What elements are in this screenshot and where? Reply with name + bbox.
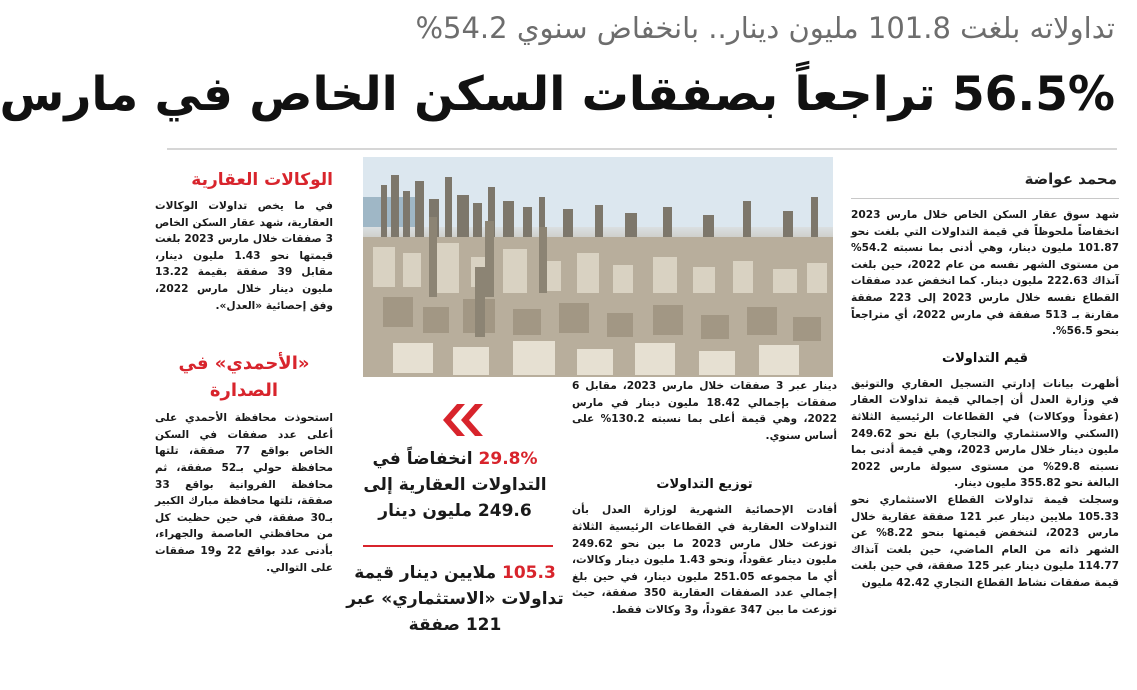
subhead-trading-distribution: توزيع التداولات <box>656 477 753 493</box>
right-paragraph-2: أظهرت بيانات إدارتي التسجيل العقاري والتوثيق في وزارة العدل أن إجمالي قيمة تداولات العقار (عقوداً ووكالات) في القطاعات الرئيسية الثلاثة (السكني والاستثماري والتجاري) بلغ نحو 249.62 مليون دينار خلال مارس 2023، وهي قيمة أدنى بما نسبته 29.8% من مستوى سيولة مارس 2022 البالغة نحو 355.82 مليون دينار. <box>851 377 1119 490</box>
byline: محمد عواضة <box>1024 170 1117 188</box>
subhead-trading-values: قيم التداولات <box>942 350 1028 366</box>
highlight-stat-2-number: 105.3 <box>502 563 556 583</box>
highlight-stat-1-number: 29.8% <box>478 449 538 469</box>
highlight-stat-2 <box>345 560 565 638</box>
top-divider <box>167 148 1117 150</box>
right-paragraph-3: وسجلت قيمة تداولات القطاع الاستثماري نحو 105.33 ملايين دينار عبر 121 صفقة عقارية خلال مارس 2023، لتنخفض قيمتها بنحو 8.22% عن الشهر ذاته من العام الماضي، حين بلغت آنذاك 114.77 مليون دينار عبر 125 صفقة، في حين بلغت قيمة صفقات نشاط القطاع التجاري 42.42 مليون <box>851 493 1119 589</box>
middle-column <box>572 378 837 619</box>
left-heading-ahmadi: «الأحمدي» في الصدارة <box>178 353 310 402</box>
left-column <box>155 168 333 576</box>
right-intro-paragraph: شهد سوق عقار السكن الخاص خلال مارس 2023 انخفاضاً ملحوظاً في قيمة التداولات التي بلغت نحو 101.87 مليون دينار، وهي أدنى بما نسبته 54.2% من مستوى الشهر نفسه من عام 2022، حين بلغت آنذاك 222.63 مليون دينار. كما انخفض عدد صفقات القطاع نفسه خلال مارس 2023 إلى 223 صفقة مقارنة بـ 513 صفقة في مارس 2022، أي متراجعاً بنحو 56.5%. <box>851 209 1120 338</box>
highlight-stat-2-text: ملايين دينار قيمة تداولات «الاستثماري» عبر 121 صفقة <box>346 563 564 635</box>
middle-paragraph-2: أفادت الإحصائية الشهرية لوزارة العدل بأن التداولات العقارية في القطاعات الرئيسية الثلاثة توزعت خلال مارس 2023 ما بين نحو 249.62 مليون دينار عقوداً، ونحو 1.43 مليون دينار وكالات، أي ما مجموعه 251.05 مليون دينار، في حين بلغ إجمالي عدد الصفقات العقارية 350 صفقة، حيث توزعت ما بين 347 عقوداً، و3 وكالات فقط. <box>572 504 838 616</box>
highlight-stat-1-text: انخفاضاً في التداولات العقارية إلى 249.6 مليون دينار <box>363 449 547 521</box>
middle-paragraph-1: دينار عبر 3 صفقات خلال مارس 2023، مقابل 6 صفقات بإجمالي 18.42 مليون دينار في مارس 2022، وهي قيمة أعلى بما نسبته 130.2% على أساس سنوي. <box>572 380 838 442</box>
double-chevron-left-icon <box>435 400 483 440</box>
left-paragraph-1: في ما يخص تداولات الوكالات العقارية، شهد عقار السكن الخاص 3 صفقات خلال مارس 2023 بلغت قيمتها نحو 1.43 مليون دينار، مقابل 39 صفقة بقيمة 13.22 مليون دينار خلال مارس 2022، وفق إحصائية «العدل». <box>155 200 334 312</box>
highlight-stat-1 <box>345 446 565 524</box>
skyline-illustration <box>363 157 833 377</box>
right-column <box>851 168 1119 591</box>
headline: 56.5% تراجعاً بصفقات السكن الخاص في مارس <box>0 67 1115 122</box>
supertitle: تداولاته بلغت 101.8 مليون دينار.. بانخفاض سنوي 54.2% <box>415 11 1115 45</box>
city-skyline-photo <box>363 157 833 377</box>
left-heading-agencies: الوكالات العقارية <box>191 170 333 190</box>
highlight-divider <box>363 545 553 547</box>
byline-divider <box>851 198 1119 199</box>
left-paragraph-2: استحوذت محافظة الأحمدي على أعلى عدد صفقات في السكن الخاص بواقع 77 صفقة، تلتها محافظة حولي بـ52 صفقة، ثم محافظة الفروانية بواقع 33 صفقة، تلتها محافظة مبارك الكبير بـ30 صفقة، في حين حظيت كل من محافظتي العاصمة والجهراء، بأدنى عدد بواقع 22 و19 صفقات على التوالي. <box>155 412 333 574</box>
